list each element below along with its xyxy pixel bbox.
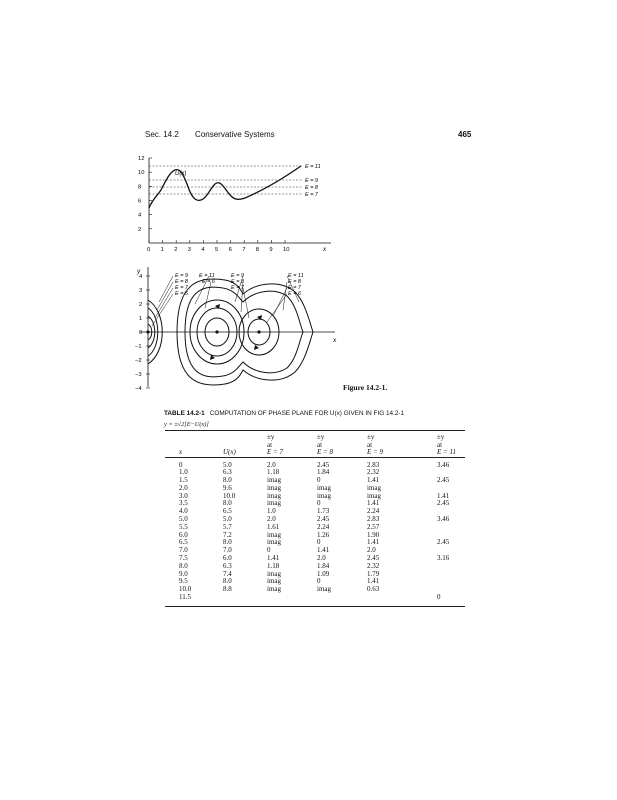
table-cell	[367, 594, 417, 606]
equilibrium-point	[257, 330, 260, 333]
table-cell: 1.0	[179, 468, 188, 477]
table-cell: 8.0	[179, 561, 188, 570]
phase-label-right-8: E = 8	[288, 279, 301, 285]
phase-label-left-9: E = 9	[175, 273, 188, 279]
table-row	[165, 532, 465, 540]
table-cell: 3.5	[179, 499, 188, 508]
phase-label-midright-9: E = 9	[231, 273, 244, 279]
phase-label-midleft-6: E = 6	[202, 279, 215, 285]
phase-label-right-7: E = 7	[288, 285, 301, 291]
table-cell: 0	[317, 476, 321, 485]
table-cell: 2.45	[437, 538, 450, 547]
figure-caption: Figure 14.2-1.	[343, 383, 388, 392]
phase-plane-plot	[135, 262, 340, 397]
phase-label-left-5: E = 5	[175, 291, 188, 297]
table-cell: 6.3	[223, 561, 232, 570]
table-cell: 9.5	[179, 577, 188, 586]
table-cell: 0	[417, 594, 465, 606]
table-cell: 11.5	[165, 594, 223, 606]
x-tick-label: 3	[187, 247, 192, 252]
y-tick-label: −3	[135, 372, 142, 378]
table-formula: y = ±√2[E−U(x)]	[164, 421, 209, 428]
table-cell: 0	[317, 499, 321, 508]
x-tick-label: 5	[215, 247, 219, 252]
equilibrium-point	[146, 330, 149, 333]
table-cell: imag	[317, 483, 331, 492]
table-cell: 1.5	[179, 476, 188, 485]
table-cell: 7.4	[223, 569, 232, 578]
table-caption-text: COMPUTATION OF PHASE PLANE FOR U(x) GIVEN IN FIG 14.2-1	[209, 410, 405, 417]
table-cell: 2.32	[367, 468, 380, 477]
table-row	[165, 500, 465, 508]
table-cell: 1.09	[317, 569, 330, 578]
table-cell: 1.90	[367, 530, 380, 539]
table-cell: 9.0	[179, 569, 188, 578]
table-cell: 1.26	[317, 530, 330, 539]
table-cell: imag	[317, 491, 331, 500]
table-cell: 2.83	[367, 515, 380, 524]
section-number: Sec. 14.2	[145, 130, 179, 139]
table-row	[165, 594, 465, 606]
table-cell: 8.0	[223, 476, 232, 485]
x-tick-label: 2	[174, 247, 178, 252]
x-tick-label: 8	[255, 247, 260, 252]
table-cell: 6.0	[179, 530, 188, 539]
x-tick-label: 7	[242, 247, 246, 252]
table-cell: 8.0	[223, 538, 232, 547]
table-cell: 1.41	[437, 491, 450, 500]
header-pm-11: ±y	[417, 431, 465, 442]
table-cell: 3.0	[179, 491, 188, 500]
table-cell: 4.0	[179, 507, 188, 516]
table-cell: 0	[317, 577, 321, 586]
table-cell: 7.0	[223, 546, 232, 555]
table-row	[165, 571, 465, 579]
table-cell: 1.84	[317, 468, 330, 477]
header-e9: E = 9	[367, 449, 417, 457]
energy-label-11: E = 11	[305, 164, 321, 170]
y-tick-label: 3	[139, 288, 143, 294]
header-at-11: at	[437, 440, 443, 449]
potential-plot	[135, 152, 335, 252]
table-cell: 2.45	[437, 476, 450, 485]
table-cell: 5.5	[179, 522, 188, 531]
table-cell	[417, 571, 465, 579]
table-cell: 1.41	[367, 577, 380, 586]
table-row	[165, 555, 465, 563]
x-tick-label: 0	[147, 247, 151, 252]
x-tick-label: 9	[269, 247, 273, 252]
table-cell	[417, 578, 465, 586]
table-cell: imag	[317, 585, 331, 594]
curve-label: U(x)	[175, 171, 187, 177]
table-cell: imag	[267, 483, 281, 492]
table-cell: imag	[367, 491, 381, 500]
table-cell: 5.0	[179, 515, 188, 524]
table-cell	[223, 594, 267, 606]
table-cell: 2.32	[367, 561, 380, 570]
table-cell: 5.0	[223, 515, 232, 524]
y-tick-label: 2	[139, 302, 143, 308]
table-cell	[417, 586, 465, 594]
phase-label-left-8: E = 8	[175, 279, 188, 285]
table-cell: 2.45	[317, 515, 330, 524]
y-tick-label: −2	[135, 358, 142, 364]
header-pm-9: ±y	[367, 431, 417, 442]
y-tick-label: 10	[138, 170, 145, 177]
table-cell: 0.63	[367, 585, 380, 594]
table-cell: 6.3	[223, 468, 232, 477]
energy-label-7: E = 7	[305, 192, 318, 198]
table-cell: 0	[179, 460, 183, 469]
running-header	[145, 130, 289, 139]
table-cell: 2.24	[367, 507, 380, 516]
table-cell: 3.46	[437, 460, 450, 469]
x-tick-group	[147, 240, 289, 252]
x-axis-label: x	[333, 337, 337, 344]
y-tick-label: 4	[138, 212, 142, 219]
section-title: Conservative Systems	[195, 130, 275, 139]
header-at-7: at	[267, 440, 273, 449]
header-u: U(x)	[223, 449, 267, 457]
table-cell: imag	[267, 499, 281, 508]
table-cell: 2.0	[317, 554, 326, 563]
header-e8: E = 8	[317, 449, 367, 457]
table-cell: 1.0	[267, 507, 276, 516]
x-axis-label: x	[323, 247, 326, 252]
table-cell: 10.0	[179, 585, 192, 594]
table-cell: 1.73	[317, 507, 330, 516]
table-cell: imag	[267, 569, 281, 578]
table-row	[165, 516, 465, 524]
y-tick-label: 0	[139, 330, 143, 336]
table-cell: 7.2	[223, 530, 232, 539]
table-cell: 2.83	[367, 460, 380, 469]
table-cell: 1.79	[367, 569, 380, 578]
header-at-8: at	[317, 440, 323, 449]
x-tick-label: 4	[201, 247, 205, 252]
header-at-9: at	[367, 440, 373, 449]
table-cell: 2.0	[267, 460, 276, 469]
table-cell: 1.84	[317, 561, 330, 570]
table-cell: imag	[267, 585, 281, 594]
table-row	[165, 477, 465, 485]
table-row	[165, 578, 465, 586]
phase-label-right-11: E = 11	[288, 273, 304, 279]
table-cell: 1.41	[367, 538, 380, 547]
y-tick-label: −1	[135, 344, 142, 350]
table-cell: 1.41	[367, 499, 380, 508]
equilibrium-point	[215, 330, 218, 333]
table-cell: imag	[267, 491, 281, 500]
page-number: 465	[458, 130, 472, 139]
table-row	[165, 469, 465, 477]
y-tick-label: 1	[139, 316, 143, 322]
phase-label-midright-8: E = 8	[231, 279, 244, 285]
table-cell: imag	[267, 476, 281, 485]
table-cell: 6.5	[179, 538, 188, 547]
energy-label-9: E = 9	[305, 178, 318, 184]
table-cell: 2.45	[317, 460, 330, 469]
table-cell: 7.0	[179, 546, 188, 555]
table-row	[165, 457, 465, 469]
table-row	[165, 539, 465, 547]
table-cell: 1.41	[367, 476, 380, 485]
table-cell: imag	[367, 483, 381, 492]
phase-label-left-7: E = 7	[175, 285, 188, 291]
table-row	[165, 586, 465, 594]
table-row	[165, 547, 465, 555]
table-cell: 6.0	[223, 554, 232, 563]
table-caption	[164, 410, 404, 417]
table-row	[165, 508, 465, 516]
table-cell: 2.24	[317, 522, 330, 531]
table-cell: 1.41	[317, 546, 330, 555]
x-tick-label: 6	[228, 247, 232, 252]
table-cell: imag	[267, 538, 281, 547]
table-cell	[417, 563, 465, 571]
y-tick-label: 2	[138, 226, 142, 233]
table-cell	[417, 524, 465, 532]
table-row	[165, 485, 465, 493]
phase-label-midright-7: E = 7	[231, 285, 244, 291]
table-cell: 1.18	[267, 561, 280, 570]
table-row	[165, 563, 465, 571]
table-cell: 2.45	[437, 499, 450, 508]
table-cell: 0	[317, 538, 321, 547]
table-cell: 2.0	[179, 483, 188, 492]
table-cell: 8.0	[223, 499, 232, 508]
table-cell: 3.16	[437, 554, 450, 563]
y-axis-label: y	[137, 268, 141, 275]
table-cell: 10.0	[223, 491, 236, 500]
table-cell: 8.8	[223, 585, 232, 594]
energy-label-8: E = 8	[305, 185, 318, 191]
phase-label-midleft-11: E = 11	[199, 273, 215, 279]
table-cell: 3.46	[437, 515, 450, 524]
table-cell	[317, 594, 367, 606]
table-cell: 2.57	[367, 522, 380, 531]
table-container	[165, 430, 465, 607]
y-tick-label: 8	[138, 184, 142, 191]
header-e7: E = 7	[267, 449, 317, 457]
y-tick-label: 6	[138, 198, 142, 205]
table-cell: 6.5	[223, 507, 232, 516]
table-cell: 8.0	[223, 577, 232, 586]
table-cell: imag	[267, 577, 281, 586]
table-body	[165, 457, 465, 606]
table-cell: 2.0	[367, 546, 376, 555]
table-cell: 9.6	[223, 483, 232, 492]
x-tick-label: 10	[283, 247, 290, 252]
table-row	[165, 493, 465, 501]
table-cell: 7.5	[179, 554, 188, 563]
header-pm-7: ±y	[267, 431, 317, 442]
table-cell: 5.0	[223, 460, 232, 469]
table-cell	[267, 594, 317, 606]
header-e11: E = 11	[417, 449, 465, 457]
y-tick-label: −4	[135, 386, 142, 392]
table-cell: 5.7	[223, 522, 232, 531]
table-cell: 1.61	[267, 522, 280, 531]
header-pm-8: ±y	[317, 431, 367, 442]
y-tick-label: 4	[139, 274, 143, 280]
table-cell: 2.0	[267, 515, 276, 524]
table-cell: 2.45	[367, 554, 380, 563]
y-tick-label: 12	[138, 156, 145, 162]
phase-label-right-6: E = 6	[288, 291, 301, 297]
table-row	[165, 524, 465, 532]
table-cell: 1.18	[267, 468, 280, 477]
table-label: TABLE 14.2-1	[164, 410, 205, 417]
y-tick-group	[138, 156, 152, 233]
table-cell: 1.41	[267, 554, 280, 563]
x-tick-label: 1	[160, 247, 164, 252]
table-cell: 0	[267, 546, 271, 555]
table-cell: imag	[267, 530, 281, 539]
header-x: x	[165, 449, 223, 457]
phase-plane-table	[165, 430, 465, 607]
